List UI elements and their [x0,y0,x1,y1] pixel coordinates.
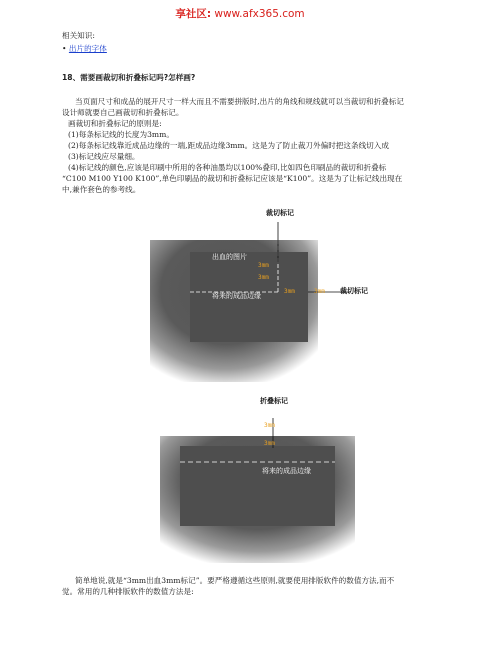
bleed-image-core [180,446,335,526]
measure-3mm: 3mm [258,262,269,269]
paragraph-line: 中,兼作套色的参考线。 [62,185,141,194]
measure-3mm: 3mm [264,422,275,429]
bleed-image-label: 出血的图片 [212,253,247,261]
paragraph-line: (1)每条标记线的长度为3mm。 [68,130,174,139]
related-label: 相关知识: [62,31,95,40]
related-link[interactable]: 出片的字体 [68,44,107,53]
measure-3mm: 3mm [284,288,295,295]
paragraph-line: 画裁切和折叠标记的原则是: [68,119,162,128]
trim-edge-label: 将来的成品边缘 [212,292,261,300]
bullet-icon: • [62,44,69,53]
trim-edge-label: 将来的成品边缘 [262,467,311,475]
section-title: 18、需要画裁切和折叠标记吗?怎样画? [62,73,196,82]
measure-3mm: 3mm [314,288,325,295]
bleed-image-label: 出血的图片 [198,429,233,437]
site-url[interactable]: www.afx365.com [214,8,305,20]
measure-3mm: 3mm [258,274,269,281]
fold-mark-diagram [160,408,360,563]
closing-line: 简单地说,就是“3mm出血3mm标记”。要严格遵循这些原则,就要使用排版软件的数值方法,而不 [75,576,395,585]
site-header [0,6,480,21]
paragraph-line: (2)每条标记线靠近成品边缘的一端,距成品边缘3mm。这是为了防止裁刀外偏时把这条线切入成 [68,141,389,150]
related-item [62,43,107,54]
closing-line: 觉。常用的几种排版软件的数值方法是: [62,587,194,596]
paragraph-line: (4)标记线的颜色,应该是印刷中所用的各种油墨均以100%叠印,比如四色印刷品的裁切和折叠标 [68,163,387,172]
site-logo: 享社区: [175,8,212,20]
measure-3mm: 3mm [264,440,275,447]
fold-mark-label: 折叠标记 [260,397,288,405]
crop-mark-figure [150,209,410,382]
fold-mark-figure [160,397,360,563]
crop-mark-diagram [150,222,410,382]
paragraph-line: (3)标记线应尽量细。 [68,152,140,161]
crop-mark-label-right: 裁切标记 [340,287,368,295]
crop-mark-label: 裁切标记 [266,209,294,217]
paragraph-line: 设计师就要自己画裁切和折叠标记。 [62,108,184,117]
paragraph-line: 当页面尺寸和成品的展开尺寸一样大而且不需要拼版时,出片的角线和规线就可以当裁切和折叠标记 [75,97,404,106]
paragraph-line: “C100 M100 Y100 K100”,单色印刷品的裁切和折叠标记应该是“K100”。这是为了让标记线出现在 [62,174,403,183]
